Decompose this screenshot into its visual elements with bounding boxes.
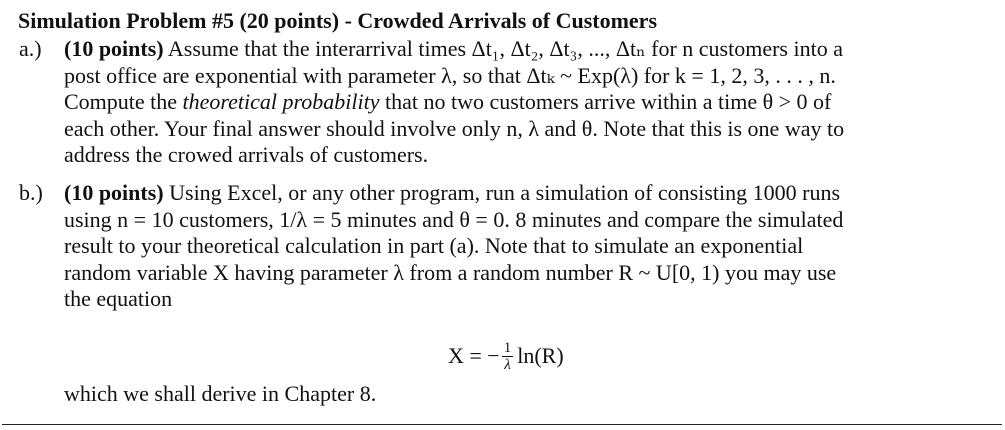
exponential-equation (448, 334, 564, 378)
part-a-text (64, 36, 994, 169)
part-b-line-5: the equation (64, 286, 173, 312)
part-b-line-2: using n = 10 customers, 1/λ = 5 minutes and θ = 0. 8 minutes and compare the simulated (64, 206, 844, 232)
part-a-line-4: each other. Your final answer should involve only n, λ and θ. Note that this is one way to (64, 115, 845, 141)
closing-text: which we shall derive in Chapter 8. (64, 381, 377, 406)
part-a-emphasis: theoretical probability (182, 89, 380, 115)
part-a-line-1: (10 points) Assume that the interarrival times Δt₁, Δt₂, Δt₃, ..., Δtₙ for n customers into a (64, 36, 843, 61)
part-b-text (64, 180, 994, 313)
part-b-points: (10 points) (64, 180, 164, 205)
equation-lhs: X = − (448, 343, 500, 368)
part-a-points: (10 points) (64, 36, 164, 61)
part-a-line-3: Compute the theoretical probability that no two customers arrive within a time θ > 0 of (64, 89, 832, 115)
problem-title: Simulation Problem #5 (20 points) - Crowded Arrivals of Customers (18, 8, 658, 33)
part-a-line-5: address the crowed arrivals of customers. (64, 142, 429, 168)
fraction-denominator: λ (504, 356, 511, 373)
part-b-line-1: (10 points) Using Excel, or any other program, run a simulation of consisting 1000 runs (64, 180, 841, 205)
fraction-numerator: 1 (503, 339, 512, 356)
bottom-divider (2, 424, 1002, 425)
part-b-line-4: random variable X having parameter λ from a random number R ~ U[0, 1) you may use (64, 259, 837, 285)
equation-fraction (502, 340, 514, 373)
part-a-line-2: post office are exponential with parameter λ, so that Δtₖ ~ Exp(λ) for k = 1, 2, 3, . . . , n. (64, 62, 836, 88)
part-a-label: a.) (19, 36, 42, 61)
part-b-line-3: result to your theoretical calculation in part (a). Note that to simulate an exponential (64, 233, 804, 259)
equation-rhs: ln(R) (517, 343, 564, 368)
part-b-label: b.) (19, 180, 43, 205)
